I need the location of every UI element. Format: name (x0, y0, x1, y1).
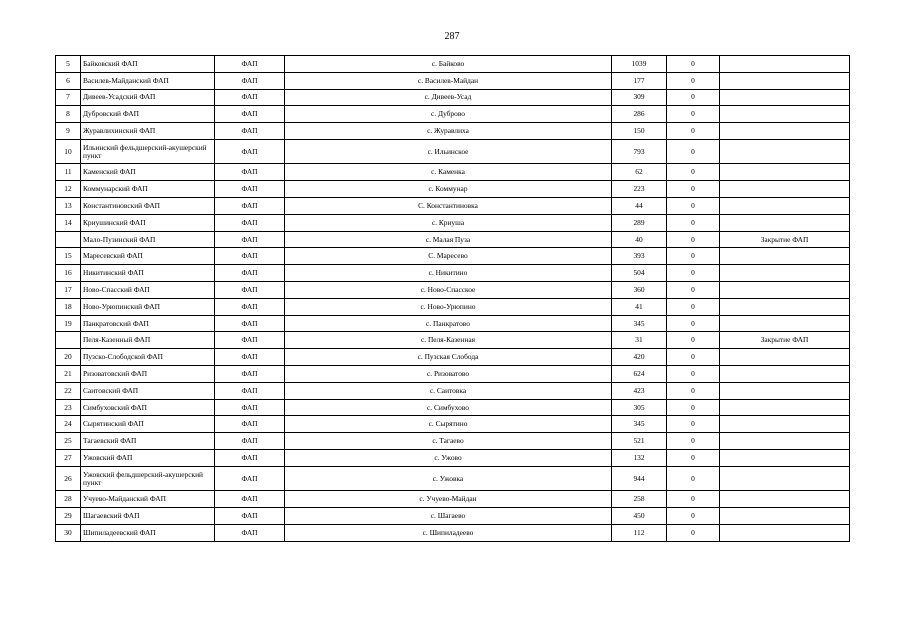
row-number-cell: 7 (56, 89, 81, 106)
table-row (56, 198, 850, 215)
row-number-cell: 27 (56, 450, 81, 467)
facility-name-cell: Шагаевский ФАП (81, 508, 215, 525)
facility-type-cell: ФАП (215, 139, 285, 164)
note-cell (720, 349, 850, 366)
facility-name-cell: Маресевский ФАП (81, 248, 215, 265)
note-cell (720, 265, 850, 282)
facility-name-cell: Дивеев-Усадский ФАП (81, 89, 215, 106)
population-cell: 423 (612, 382, 667, 399)
population-cell: 1039 (612, 56, 667, 73)
settlement-cell: с. Панкратово (285, 315, 612, 332)
settlement-cell: С. Маресево (285, 248, 612, 265)
facility-name-cell: Ильинский фельдшерский-акушерский пункт (81, 139, 215, 164)
row-number-cell: 29 (56, 508, 81, 525)
row-number-cell: 26 (56, 466, 81, 491)
value-cell: 0 (667, 416, 720, 433)
facility-type-cell: ФАП (215, 315, 285, 332)
row-number-cell: 6 (56, 72, 81, 89)
facility-name-cell: Панкратовский ФАП (81, 315, 215, 332)
value-cell: 0 (667, 315, 720, 332)
value-cell: 0 (667, 89, 720, 106)
facility-type-cell: ФАП (215, 433, 285, 450)
population-cell: 624 (612, 366, 667, 383)
row-number-cell: 12 (56, 181, 81, 198)
note-cell (720, 164, 850, 181)
note-cell (720, 89, 850, 106)
settlement-cell: с. Учуево-Майдан (285, 491, 612, 508)
note-cell: Закрытие ФАП (720, 332, 850, 349)
value-cell: 0 (667, 508, 720, 525)
value-cell: 0 (667, 466, 720, 491)
note-cell (720, 416, 850, 433)
facility-name-cell: Саитовский ФАП (81, 382, 215, 399)
table-row (56, 123, 850, 140)
table-row (56, 491, 850, 508)
value-cell: 0 (667, 450, 720, 467)
facility-name-cell: Учуево-Майданский ФАП (81, 491, 215, 508)
value-cell: 0 (667, 72, 720, 89)
facility-type-cell: ФАП (215, 164, 285, 181)
facility-name-cell: Василев-Майданский ФАП (81, 72, 215, 89)
settlement-cell: с. Криуша (285, 214, 612, 231)
value-cell: 0 (667, 524, 720, 541)
facility-name-cell: Константиновский ФАП (81, 198, 215, 215)
facility-type-cell: ФАП (215, 89, 285, 106)
row-number-cell: 25 (56, 433, 81, 450)
note-cell (720, 282, 850, 299)
value-cell: 0 (667, 123, 720, 140)
population-cell: 944 (612, 466, 667, 491)
row-number-cell: 23 (56, 399, 81, 416)
settlement-cell: с. Ново-Урюпино (285, 298, 612, 315)
value-cell: 0 (667, 382, 720, 399)
table-row (56, 433, 850, 450)
facility-name-cell: Криушинский ФАП (81, 214, 215, 231)
settlement-cell: с. Дуброво (285, 106, 612, 123)
population-cell: 258 (612, 491, 667, 508)
row-number-cell: 17 (56, 282, 81, 299)
value-cell: 0 (667, 298, 720, 315)
row-number-cell: 21 (56, 366, 81, 383)
settlement-cell: с. Пузская Слобода (285, 349, 612, 366)
population-cell: 31 (612, 332, 667, 349)
settlement-cell: с. Тагаево (285, 433, 612, 450)
facility-name-cell: Байковский ФАП (81, 56, 215, 73)
facility-type-cell: ФАП (215, 106, 285, 123)
note-cell (720, 139, 850, 164)
facility-type-cell: ФАП (215, 214, 285, 231)
population-cell: 504 (612, 265, 667, 282)
value-cell: 0 (667, 399, 720, 416)
settlement-cell: с. Василев-Майдан (285, 72, 612, 89)
facility-name-cell: Сырятинский ФАП (81, 416, 215, 433)
note-cell (720, 433, 850, 450)
population-cell: 393 (612, 248, 667, 265)
table-row (56, 450, 850, 467)
population-cell: 793 (612, 139, 667, 164)
row-number-cell: 22 (56, 382, 81, 399)
population-cell: 345 (612, 416, 667, 433)
note-cell (720, 491, 850, 508)
row-number-cell: 28 (56, 491, 81, 508)
population-cell: 177 (612, 72, 667, 89)
facility-type-cell: ФАП (215, 491, 285, 508)
settlement-cell: с. Малая Пуза (285, 231, 612, 248)
value-cell: 0 (667, 491, 720, 508)
settlement-cell: с. Дивеев-Усад (285, 89, 612, 106)
population-cell: 309 (612, 89, 667, 106)
row-number-cell (56, 231, 81, 248)
row-number-cell: 5 (56, 56, 81, 73)
population-cell: 41 (612, 298, 667, 315)
population-cell: 420 (612, 349, 667, 366)
row-number-cell: 20 (56, 349, 81, 366)
row-number-cell: 30 (56, 524, 81, 541)
note-cell (720, 298, 850, 315)
population-cell: 44 (612, 198, 667, 215)
table-row (56, 89, 850, 106)
note-cell (720, 214, 850, 231)
value-cell: 0 (667, 282, 720, 299)
facility-type-cell: ФАП (215, 181, 285, 198)
table-row (56, 315, 850, 332)
facility-type-cell: ФАП (215, 282, 285, 299)
note-cell (720, 315, 850, 332)
settlement-cell: с. Ужово (285, 450, 612, 467)
table-row (56, 231, 850, 248)
facility-name-cell: Симбуховский ФАП (81, 399, 215, 416)
settlement-cell: с. Каменка (285, 164, 612, 181)
table-row (56, 524, 850, 541)
settlement-cell: с. Шагаево (285, 508, 612, 525)
row-number-cell: 10 (56, 139, 81, 164)
settlement-cell: с. Ново-Спасское (285, 282, 612, 299)
table-row (56, 164, 850, 181)
facility-name-cell: Каменский ФАП (81, 164, 215, 181)
facility-type-cell: ФАП (215, 198, 285, 215)
facility-name-cell: Тагаевский ФАП (81, 433, 215, 450)
value-cell: 0 (667, 198, 720, 215)
value-cell: 0 (667, 265, 720, 282)
note-cell (720, 524, 850, 541)
settlement-cell: с. Симбухово (285, 399, 612, 416)
row-number-cell: 24 (56, 416, 81, 433)
note-cell (720, 382, 850, 399)
population-cell: 286 (612, 106, 667, 123)
population-cell: 223 (612, 181, 667, 198)
note-cell (720, 198, 850, 215)
settlement-cell: с. Ужовка (285, 466, 612, 491)
population-cell: 305 (612, 399, 667, 416)
facility-name-cell: Никитинский ФАП (81, 265, 215, 282)
facility-name-cell: Ризоватовский ФАП (81, 366, 215, 383)
value-cell: 0 (667, 349, 720, 366)
facility-name-cell: Пузско-Слободской ФАП (81, 349, 215, 366)
settlement-cell: с. Ильинское (285, 139, 612, 164)
value-cell: 0 (667, 366, 720, 383)
table-row (56, 366, 850, 383)
facility-type-cell: ФАП (215, 524, 285, 541)
table-row (56, 508, 850, 525)
table-row (56, 466, 850, 491)
facility-type-cell: ФАП (215, 366, 285, 383)
row-number-cell: 9 (56, 123, 81, 140)
population-cell: 62 (612, 164, 667, 181)
population-cell: 289 (612, 214, 667, 231)
table-row (56, 56, 850, 73)
note-cell (720, 450, 850, 467)
facility-name-cell: Журавлихинский ФАП (81, 123, 215, 140)
facility-name-cell: Шипиладеевский ФАП (81, 524, 215, 541)
value-cell: 0 (667, 214, 720, 231)
facility-name-cell: Пеля-Казенный ФАП (81, 332, 215, 349)
facility-type-cell: ФАП (215, 248, 285, 265)
population-cell: 112 (612, 524, 667, 541)
settlement-cell: с. Журавлиха (285, 123, 612, 140)
facilities-table (55, 55, 850, 542)
note-cell (720, 366, 850, 383)
facility-type-cell: ФАП (215, 349, 285, 366)
table-row (56, 416, 850, 433)
table-row (56, 349, 850, 366)
value-cell: 0 (667, 181, 720, 198)
note-cell (720, 399, 850, 416)
facility-name-cell: Ново-Урюпинский ФАП (81, 298, 215, 315)
population-cell: 521 (612, 433, 667, 450)
row-number-cell: 14 (56, 214, 81, 231)
population-cell: 132 (612, 450, 667, 467)
value-cell: 0 (667, 332, 720, 349)
facility-type-cell: ФАП (215, 231, 285, 248)
row-number-cell: 8 (56, 106, 81, 123)
facility-type-cell: ФАП (215, 399, 285, 416)
facility-type-cell: ФАП (215, 72, 285, 89)
value-cell: 0 (667, 56, 720, 73)
population-cell: 345 (612, 315, 667, 332)
settlement-cell: с. Саитовка (285, 382, 612, 399)
value-cell: 0 (667, 164, 720, 181)
table-row (56, 282, 850, 299)
population-cell: 150 (612, 123, 667, 140)
facility-type-cell: ФАП (215, 265, 285, 282)
settlement-cell: С. Константиновка (285, 198, 612, 215)
note-cell (720, 72, 850, 89)
note-cell (720, 56, 850, 73)
note-cell (720, 508, 850, 525)
settlement-cell: с. Никитино (285, 265, 612, 282)
page-number: 287 (444, 31, 460, 42)
facility-type-cell: ФАП (215, 450, 285, 467)
facility-name-cell: Дубровский ФАП (81, 106, 215, 123)
settlement-cell: с. Пеля-Казенная (285, 332, 612, 349)
value-cell: 0 (667, 433, 720, 450)
facility-type-cell: ФАП (215, 382, 285, 399)
table-row (56, 181, 850, 198)
note-cell (720, 123, 850, 140)
table-row (56, 265, 850, 282)
settlement-cell: с. Сырятино (285, 416, 612, 433)
table-row (56, 248, 850, 265)
table-row (56, 332, 850, 349)
facility-name-cell: Ново-Спасский ФАП (81, 282, 215, 299)
facility-name-cell: Мало-Пузинский ФАП (81, 231, 215, 248)
facility-type-cell: ФАП (215, 508, 285, 525)
table-row (56, 106, 850, 123)
note-cell (720, 248, 850, 265)
facility-name-cell: Ужовский ФАП (81, 450, 215, 467)
value-cell: 0 (667, 248, 720, 265)
table-row (56, 298, 850, 315)
table-row (56, 382, 850, 399)
table-row (56, 399, 850, 416)
facility-name-cell: Ужовский фельдшерский-акушерский пункт (81, 466, 215, 491)
row-number-cell: 13 (56, 198, 81, 215)
table-row (56, 214, 850, 231)
settlement-cell: с. Шипиладеево (285, 524, 612, 541)
table-row (56, 139, 850, 164)
value-cell: 0 (667, 106, 720, 123)
note-cell (720, 106, 850, 123)
note-cell: Закрытие ФАП (720, 231, 850, 248)
settlement-cell: с. Ризоватово (285, 366, 612, 383)
note-cell (720, 466, 850, 491)
facility-name-cell: Коммунарский ФАП (81, 181, 215, 198)
value-cell: 0 (667, 139, 720, 164)
row-number-cell: 19 (56, 315, 81, 332)
population-cell: 40 (612, 231, 667, 248)
row-number-cell: 18 (56, 298, 81, 315)
facility-type-cell: ФАП (215, 298, 285, 315)
population-cell: 360 (612, 282, 667, 299)
row-number-cell (56, 332, 81, 349)
row-number-cell: 15 (56, 248, 81, 265)
note-cell (720, 181, 850, 198)
settlement-cell: с. Коммунар (285, 181, 612, 198)
table-row (56, 72, 850, 89)
row-number-cell: 11 (56, 164, 81, 181)
table-body (56, 56, 850, 542)
facility-type-cell: ФАП (215, 466, 285, 491)
population-cell: 450 (612, 508, 667, 525)
facility-type-cell: ФАП (215, 332, 285, 349)
row-number-cell: 16 (56, 265, 81, 282)
facility-type-cell: ФАП (215, 416, 285, 433)
settlement-cell: с. Байково (285, 56, 612, 73)
facility-type-cell: ФАП (215, 56, 285, 73)
facility-type-cell: ФАП (215, 123, 285, 140)
value-cell: 0 (667, 231, 720, 248)
